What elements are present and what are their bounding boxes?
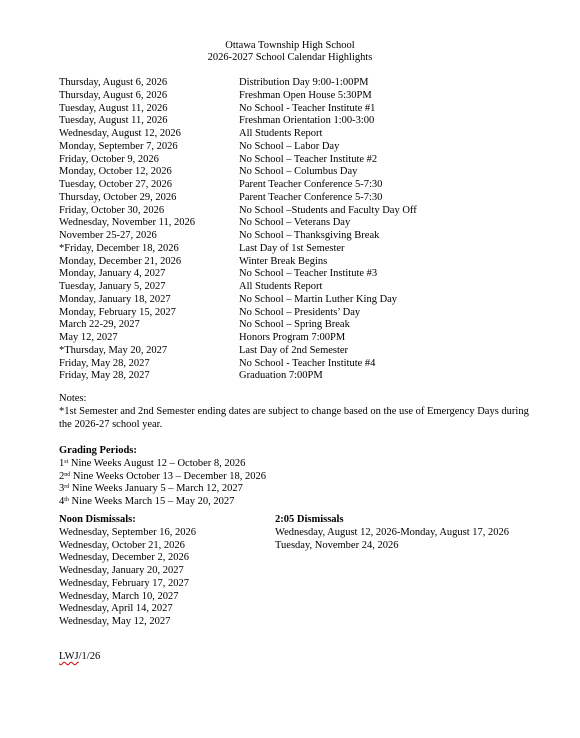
event-date: *Friday, December 18, 2026 [59,242,179,254]
event-description: No School – Spring Break [239,319,350,331]
grading-period-row [59,471,539,484]
events-list [59,77,519,383]
grading-period-number: 2 [59,470,65,482]
event-row [59,103,519,116]
event-row [59,154,519,167]
grading-period-row [59,483,539,496]
event-row [59,90,519,103]
notes-section [59,392,539,431]
noon-dismissal-date: Wednesday, February 17, 2027 [59,577,189,589]
event-row [59,256,519,269]
event-date: Monday, December 21, 2026 [59,255,182,267]
grading-periods-list [59,458,539,508]
event-date: Friday, October 9, 2026 [59,153,159,165]
event-description: Parent Teacher Conference 5-7:30 [239,179,383,190]
grading-period-ordinal: st [64,459,69,465]
event-description: No School – Columbus Day [239,166,358,178]
event-row [59,332,519,345]
grading-period-number: 3 [59,483,65,494]
event-description: No School - Teacher Institute #1 [239,102,376,114]
noon-dismissal-date: Wednesday, January 20, 2027 [59,565,184,576]
event-description: Last Day of 1st Semester [239,242,345,254]
event-date: Monday, January 4, 2027 [59,268,166,280]
event-row [59,319,519,332]
grading-period-range: Nine Weeks March 15 – May 20, 2027 [68,495,235,507]
two-oh-five-dismissal-date: Tuesday, November 24, 2026 [275,539,399,551]
noon-dismissals-heading: Noon Dismissals: [59,514,136,525]
event-row [59,115,519,128]
event-row [59,294,519,307]
event-description: Freshman Orientation 1:00-3:00 [239,115,375,127]
event-description: No School – Martin Luther King Day [239,293,398,305]
two-oh-five-dismissals-section [275,514,509,552]
event-row [59,192,519,205]
event-date: May 12, 2027 [59,332,118,343]
event-row [59,243,519,256]
event-description: Freshman Open House 5:30PM [239,89,372,101]
event-date: Monday, January 18, 2027 [59,293,171,305]
noon-dismissals-section [59,514,196,629]
event-description: No School – Thanksgiving Break [239,230,380,241]
event-row [59,166,519,179]
grading-period-ordinal: th [64,496,69,503]
grading-period-ordinal: rd [64,484,70,490]
event-row [59,358,519,371]
event-row [59,345,519,358]
event-date: November 25-27, 2026 [59,230,157,241]
event-description: No School – Veterans Day [239,217,351,229]
footer-date: /1/26 [78,651,101,662]
two-oh-five-dismissals-heading: 2:05 Dismissals [275,514,344,525]
event-description: All Students Report [239,281,323,292]
event-description: Distribution Day 9:00-1:00PM [239,77,369,88]
event-date: Monday, October 12, 2026 [59,166,172,178]
event-date: Thursday, August 6, 2026 [59,89,168,101]
event-date: *Thursday, May 20, 2027 [59,344,168,356]
event-date: Wednesday, November 11, 2026 [59,217,196,229]
grading-period-range: Nine Weeks August 12 – October 8, 2026 [68,458,246,469]
event-row [59,307,519,320]
event-row [59,217,519,230]
calendar-title: 2026-2027 School Calendar Highlights [207,52,373,63]
noon-dismissal-date: Wednesday, September 16, 2026 [59,526,196,538]
noon-dismissal-date: Wednesday, March 10, 2027 [59,590,179,602]
event-date: Tuesday, August 11, 2026 [59,102,168,114]
grading-period-range: Nine Weeks January 5 – March 12, 2027 [69,483,243,494]
event-row [59,230,519,243]
grading-period-number: 1 [59,458,65,469]
grading-periods-section [59,444,539,508]
footer-initials-text: LWJ [59,651,79,662]
noon-dismissal-date: Wednesday, October 21, 2026 [59,539,185,551]
school-name: Ottawa Township High School [225,40,355,51]
event-date: Monday, September 7, 2026 [59,140,178,152]
event-date: Friday, October 30, 2026 [59,204,165,216]
event-row [59,141,519,154]
event-description: Honors Program 7:00PM [239,332,346,343]
event-date: Thursday, August 6, 2026 [59,77,168,88]
event-date: Friday, May 28, 2027 [59,370,150,382]
event-description: No School – Labor Day [239,140,340,152]
event-description: Graduation 7:00PM [239,370,323,382]
noon-dismissals-list [59,527,196,629]
grading-period-number: 4 [59,495,65,507]
event-description: Last Day of 2nd Semester [239,344,349,356]
event-date: March 22-29, 2027 [59,319,140,331]
event-date: Wednesday, August 12, 2026 [59,128,181,139]
noon-dismissal-date: Wednesday, May 12, 2027 [59,616,171,627]
event-row [59,205,519,218]
event-row [59,179,519,192]
event-description: All Students Report [239,128,323,139]
event-date: Monday, February 15, 2027 [59,306,176,318]
event-description: No School - Teacher Institute #4 [239,357,376,369]
noon-dismissal-date: Wednesday, April 14, 2027 [59,603,173,615]
event-row [59,77,519,90]
event-date: Tuesday, August 11, 2026 [59,115,168,127]
grading-period-range: Nine Weeks October 13 – December 18, 2026 [70,470,267,482]
grading-period-row [59,496,539,509]
event-description: No School – Teacher Institute #2 [239,153,378,165]
notes-heading: Notes: [59,393,87,404]
grading-period-ordinal: nd [64,471,71,478]
event-description: No School – Teacher Institute #3 [239,268,378,280]
event-description: No School –Students and Faculty Day Off [239,204,417,216]
event-date: Thursday, October 29, 2026 [59,191,177,203]
event-description: No School – Presidents’ Day [239,306,361,318]
grading-periods-heading: Grading Periods: [59,445,137,456]
event-row [59,370,519,383]
notes-text: *1st Semester and 2nd Semester ending dates are subject to change based on the use of Emergency Days during the 2026-27 school year. [59,406,529,430]
grading-period-row [59,458,539,471]
event-date: Tuesday, October 27, 2026 [59,179,172,190]
event-description: Parent Teacher Conference 5-7:30 [239,191,383,203]
event-date: Friday, May 28, 2027 [59,357,150,369]
event-description: Winter Break Begins [239,255,328,267]
two-oh-five-dismissal-date: Wednesday, August 12, 2026-Monday, August 17, 2026 [275,526,510,538]
noon-dismissal-date: Wednesday, December 2, 2026 [59,552,189,564]
event-date: Tuesday, January 5, 2027 [59,281,166,292]
two-oh-five-dismissals-list [275,527,509,553]
footer-initials [59,651,100,663]
event-row [59,128,519,141]
event-row [59,281,519,294]
event-row [59,268,519,281]
